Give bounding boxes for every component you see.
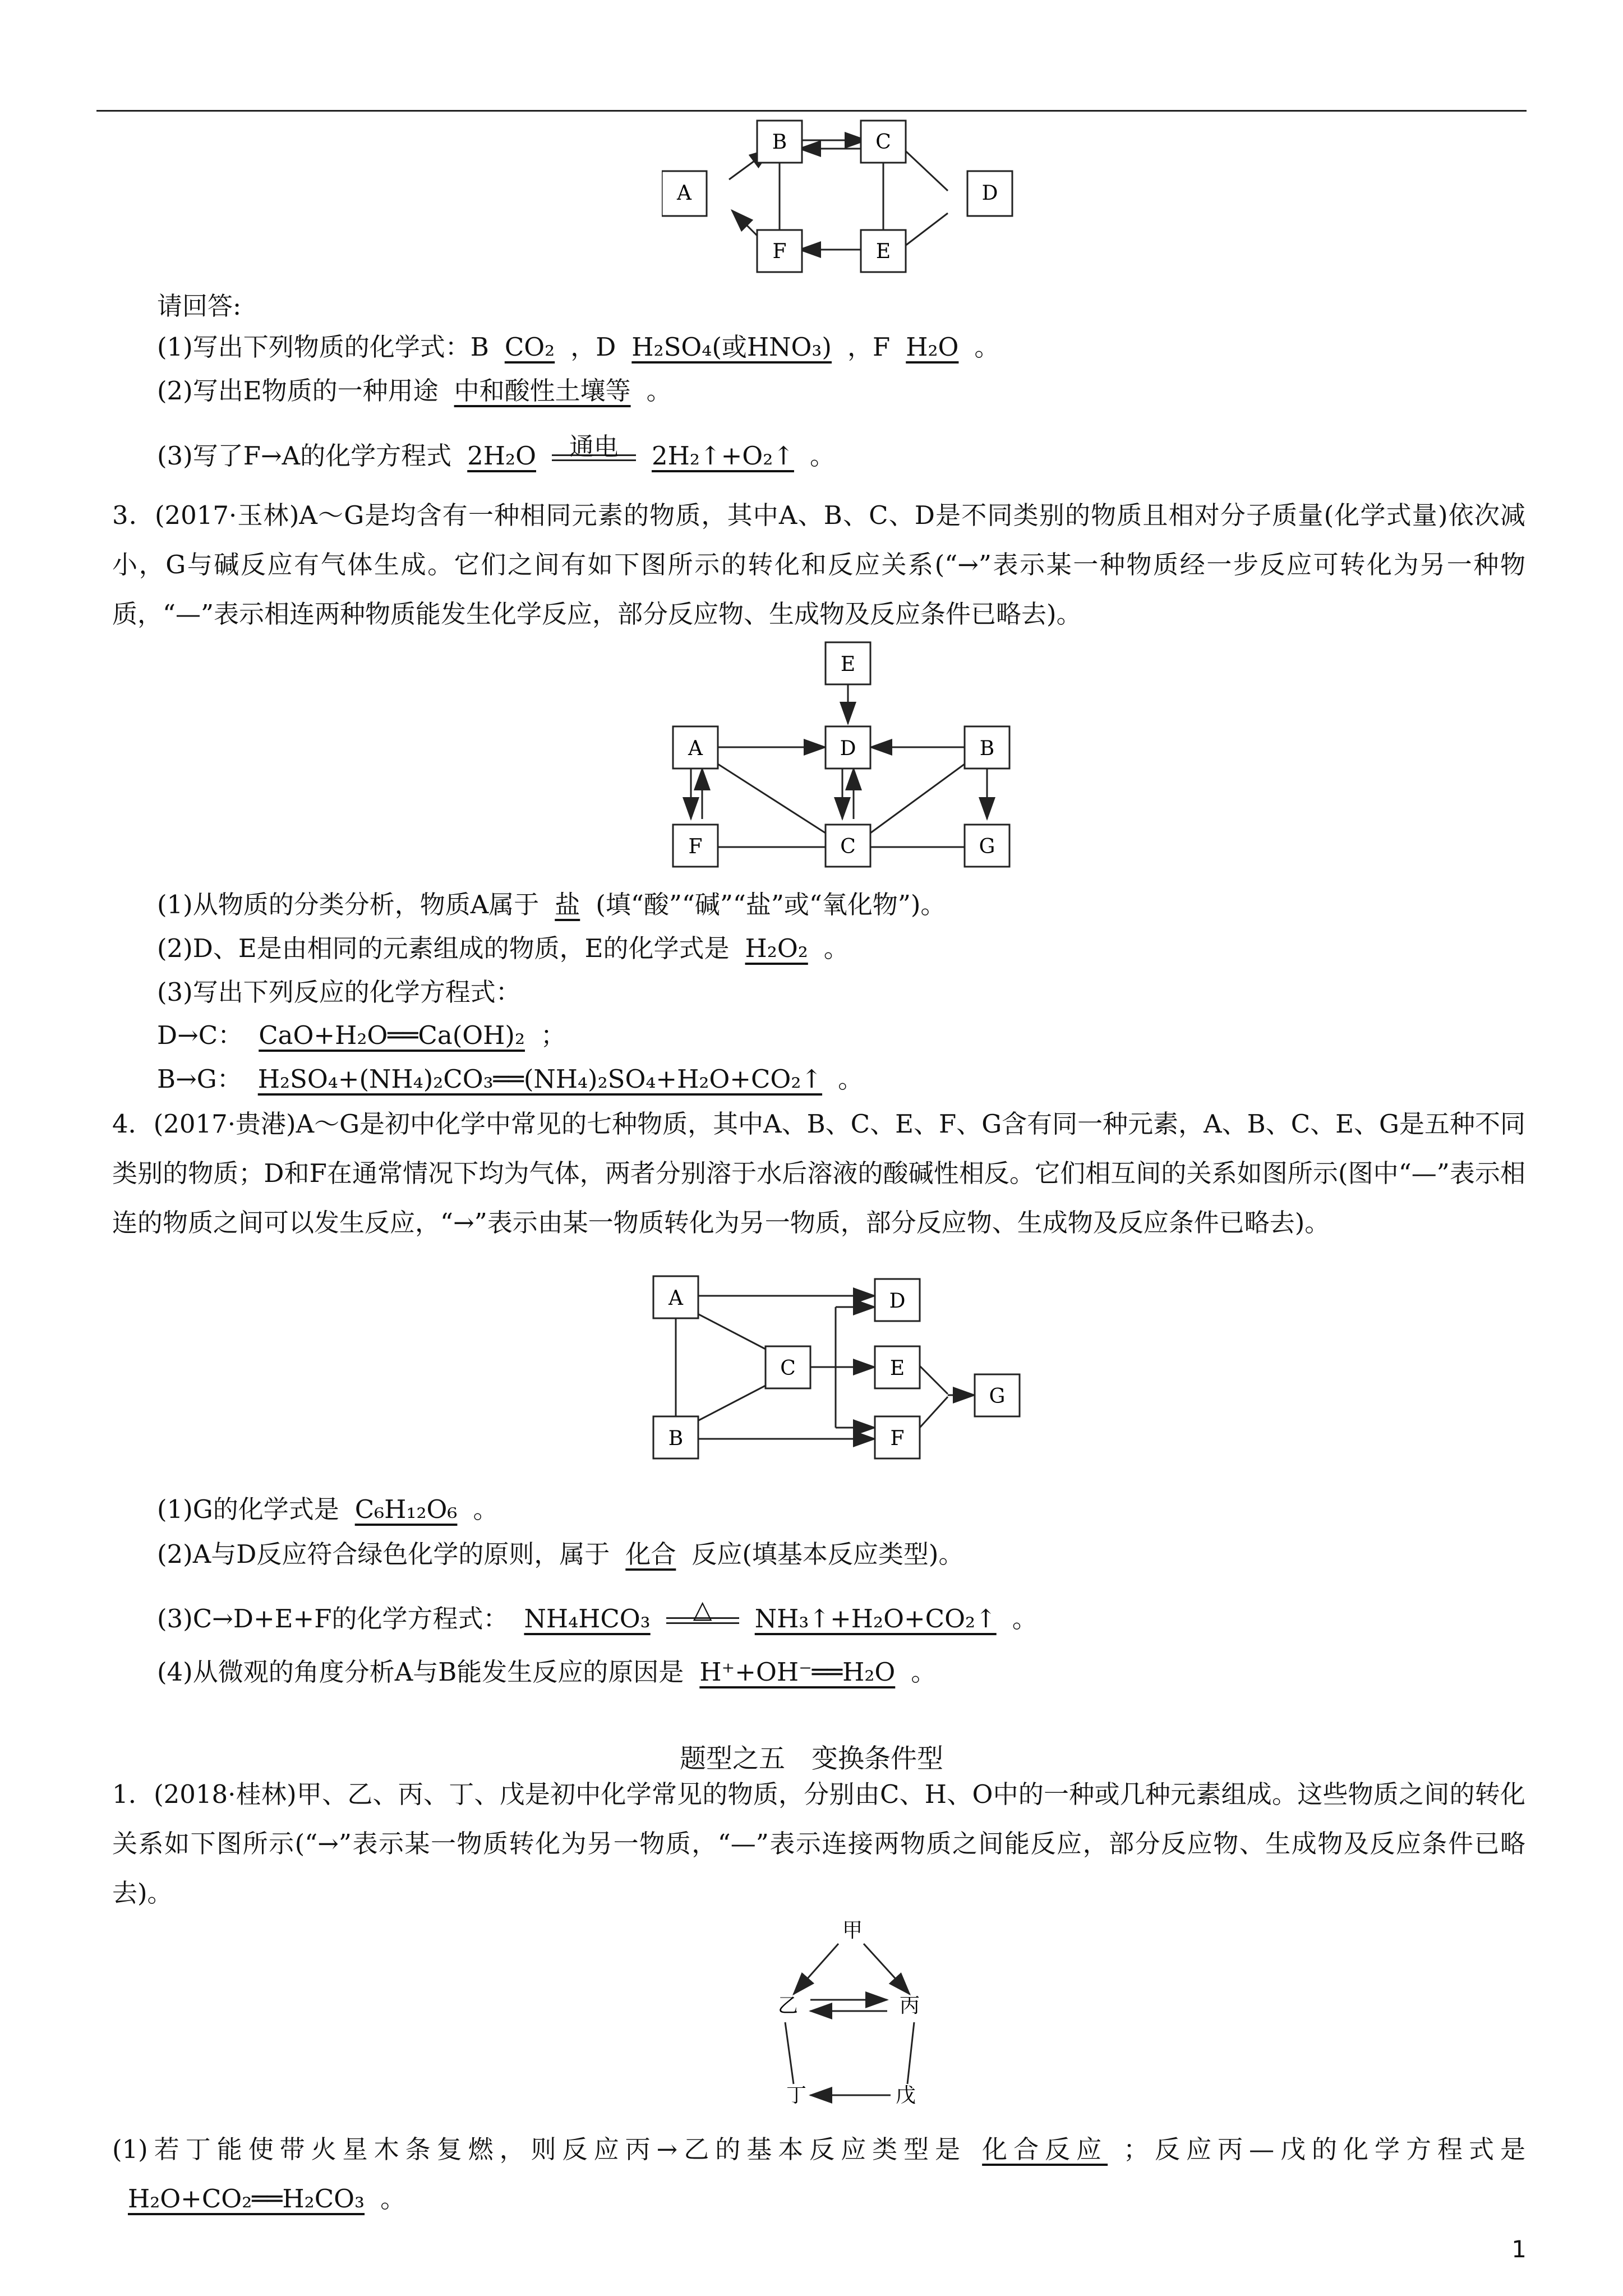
q2-s3: (3)写了F→A的化学方程式 2H₂O 通电 2H₂↑+O₂↑ 。	[157, 439, 835, 473]
answer-salt: 盐	[555, 890, 580, 919]
node-B: B	[668, 1427, 684, 1450]
node-D: D	[840, 737, 856, 760]
equation-left: 2H₂O	[467, 441, 536, 471]
answer-reaction-type: 化合反应	[982, 2134, 1108, 2164]
node-F: F	[688, 835, 703, 858]
q3-intro: 3．(2017·玉林)A～G是均含有一种相同元素的物质，其中A、B、C、D是不同类别的物质且相对分子质量(化学式量)依次减小，G与碱反应有气体生成。它们之间有如下图所示的转化和反应关系(“→”表示某一种物质经一步反应可转化为另一种物质，“—”表示相连两种物质能发生化学反应，部分反应物、生成物及反应条件已略去)。	[112, 500, 1525, 629]
node-wu: 戊	[895, 2084, 916, 2107]
condition-electrolysis: 通电	[569, 432, 619, 461]
node-C: C	[840, 835, 856, 858]
node-F: F	[772, 240, 787, 263]
answer-B: CO₂	[504, 332, 555, 362]
diagram-q4	[651, 1271, 1043, 1473]
q3-s2: (2)D、E是由相同的元素组成的物质，E的化学式是 H₂O₂ 。	[157, 933, 849, 963]
node-A: A	[668, 1287, 683, 1310]
q3-bg: B→G： H₂SO₄+(NH₄)₂CO₃══(NH₄)₂SO₄+H₂O+CO₂↑ 。	[157, 1064, 864, 1094]
node-D: D	[889, 1290, 906, 1313]
answer-use: 中和酸性土壤等	[454, 376, 631, 406]
answer-G: C₆H₁₂O₆	[354, 1494, 458, 1524]
equation-bg: H₂SO₄+(NH₄)₂CO₃══(NH₄)₂SO₄+H₂O+CO₂↑	[257, 1064, 823, 1094]
node-E: E	[889, 1357, 905, 1380]
q4-s3: (3)C→D+E+F的化学方程式： NH₄HCO₃ △ NH₃↑+H₂O+CO₂↑ 。	[157, 1602, 1038, 1636]
node-C: C	[875, 131, 891, 154]
node-C: C	[780, 1357, 796, 1380]
node-E: E	[875, 240, 891, 263]
q4-s2: (2)A与D反应符合绿色化学的原则，属于 化合 反应(填基本反应类型)。	[157, 1539, 964, 1569]
node-A: A	[677, 182, 691, 205]
section-title: 题型之五 变换条件型	[680, 1743, 943, 1774]
node-A: A	[688, 737, 703, 760]
q4-s1: (1)G的化学式是 C₆H₁₂O₆ 。	[157, 1494, 499, 1524]
node-E: E	[840, 653, 856, 676]
q3-s3: (3)写出下列反应的化学方程式：	[157, 977, 521, 1007]
node-yi: 乙	[777, 1994, 799, 2017]
equation-dc: CaO+H₂O══Ca(OH)₂	[259, 1020, 525, 1050]
q1-intro: 1．(2018·桂林)甲、乙、丙、丁、戊是初中化学常见的物质，分别由C、H、O中的一种或几种元素组成。这些物质之间的转化关系如下图所示(“→”表示某一物质转化为另一物质，“—”表示连接两物质之间能反应，部分反应物、生成物及反应条件已略去)。	[112, 1779, 1525, 1908]
node-D: D	[981, 182, 998, 205]
q3-s1: (1)从物质的分类分析，物质A属于 盐 (填“酸”“碱”“盐”或“氧化物”)。	[157, 890, 946, 919]
q4-s4: (4)从微观的角度分析A与B能发生反应的原因是 H⁺+OH⁻══H₂O 。	[157, 1657, 937, 1687]
page-number: 1	[1511, 2235, 1527, 2263]
equation-bing-wu: H₂O+CO₂══H₂CO₃	[128, 2184, 365, 2214]
node-F: F	[890, 1427, 905, 1450]
node-bing: 丙	[899, 1994, 920, 2017]
q4-intro: 4．(2017·贵港)A～G是初中化学中常见的七种物质，其中A、B、C、E、F、G含有同一种元素，A、B、C、E、G是五种不同类别的物质；D和F在通常情况下均为气体，两者分别溶于水后溶液的酸碱性相反。它们相互间的关系如图所示(图中“—”表示相连的物质之间可以发生反应，“→”表示由某一物质转化为另一物质，部分反应物、生成物及反应条件已略去)。	[112, 1109, 1525, 1237]
answer-ionic: H⁺+OH⁻══H₂O	[699, 1657, 896, 1687]
q1-s1: (1)若丁能使带火星木条复燃，则反应丙→乙的基本反应类型是 化合反应 ；反应丙—戊的化学方程式是H₂O+CO₂══H₂CO₃ 。	[112, 2134, 1525, 2214]
node-ding: 丁	[786, 2084, 807, 2107]
answer-E: H₂O₂	[745, 933, 808, 963]
answer-reaction-type: 化合	[625, 1539, 676, 1569]
diagram-q3	[662, 639, 1032, 875]
q2-s2: (2)写出E物质的一种用途 中和酸性土壤等 。	[157, 376, 672, 406]
node-B: B	[979, 737, 995, 760]
answer-F: H₂O	[906, 332, 959, 362]
condition-heat: △	[693, 1595, 712, 1624]
equation-left: NH₄HCO₃	[524, 1604, 651, 1634]
node-G: G	[979, 835, 995, 858]
diagram-q1	[763, 1916, 942, 2118]
diagram-q2	[662, 115, 1032, 283]
node-jia: 甲	[842, 1919, 863, 1942]
answer-D: H₂SO₄(或HNO₃)	[631, 332, 832, 362]
equation-right: 2H₂↑+O₂↑	[651, 441, 794, 471]
equation-right: NH₃↑+H₂O+CO₂↑	[754, 1604, 997, 1634]
node-G: G	[989, 1385, 1006, 1408]
q2-s1: (1)写出下列物质的化学式：B CO₂ ，D H₂SO₄(或HNO₃) ，F H₂O 。	[157, 332, 1000, 362]
q2-prompt: 请回答:	[157, 291, 242, 321]
node-B: B	[772, 131, 787, 154]
q3-dc: D→C： CaO+H₂O══Ca(OH)₂ ；	[157, 1020, 566, 1050]
header-rule	[96, 110, 1527, 112]
